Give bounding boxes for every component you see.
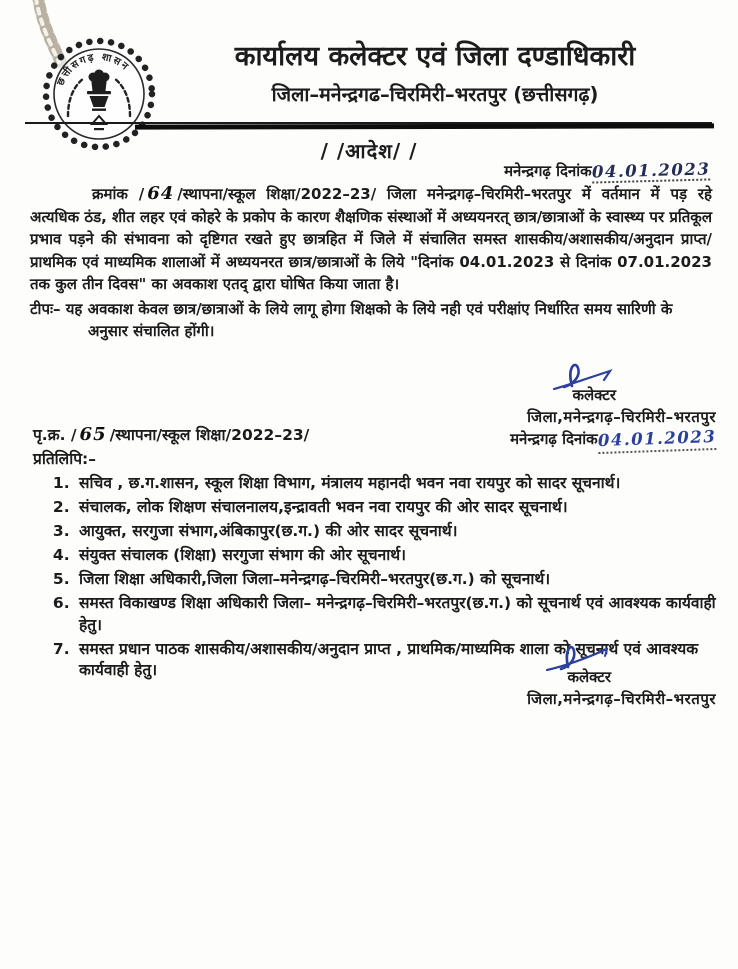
copy-to-label: प्रतिलिपि:– [33,449,96,468]
order-note [30,298,712,343]
signatory-district: जिला,मनेन्द्रगढ़–चिरमिरी–भरतपुर [527,689,716,708]
signatory-district: जिला,मनेन्द्रगढ़–चिरमिरी–भरतपुर [527,407,716,426]
district-line: जिला–मनेन्द्रगढ–चिरमिरी–भरतपुर (छत्तीसगढ़) [271,82,599,106]
order-title: / /आदेश/ / [320,139,418,163]
dateline-top-handwritten-date: 04.01.2023 [591,159,711,182]
signature-block-bottom [521,640,716,709]
copy-to-item: 4. संयुक्त संचालक (शिक्षा) सरगुजा संभाग की ओर सूचनार्थ। [75,545,723,567]
ref-number-handwritten: 64 [147,183,175,204]
signatory-designation: कलेक्टर [572,386,616,404]
copy-to-item: 2. संचालक, लोक शिक्षण संचालनालय,इन्द्रावती भवन नवा रायपुर की ओर सादर सूचनार्थ। [75,497,723,519]
note-label: टीपः– [30,299,61,318]
dateline-top-label: मनेन्द्रगढ़ दिनांक [504,162,592,180]
signature-handwritten-date: 04.01.2023 [597,426,716,453]
header-divider [25,121,714,129]
ref-suffix: /स्थापना/स्कूल शिक्षा/2022–23/ [177,185,377,203]
order-text: जिला मनेन्द्रगढ़–चिरमिरी–भरतपुर में वर्तमान में पड़ रहे अत्यधिक ठंड, शीत लहर एवं कोहरे के प्रकोप के कारण शैक्षणिक संस्थाओं में अध्ययनरत् छात्र/छात्राओं के स्वास्थ्य पर प्रतिकूल प्रभाव पड़ने की संभावना को दृष्टिगत रखते हुए छात्रहित में जिले में संचालित समस्त शासकीय/अशासकीय/अनुदान प्राप्त/ प्राथमिक एवं माध्यमिक शालाओं में अध्ययनरत छात्र/छात्राओं के लिये "दिनांक 04.01.2023 से दिनांक 07.01.2023 तक कुल तीन दिवस" का अवकाश एतद् द्वारा घोषित किया जाता है। [30,185,712,293]
copy-to-item: 5. जिला शिक्षा अधिकारी,जिला जिला–मनेन्द्रगढ़–चिरमिरी–भरतपुर(छ.ग.) को सूचनार्थ। [75,569,723,591]
dateline-top [504,161,710,182]
copy-to-item: 6. समस्त विकाखण्ड शिक्षा अधिकारी जिला– मनेन्द्रगढ़–चिरमिरी–भरतपुर(छ.ग.) को सूचनार्थ एवं आवश्यक कार्यवाही हेतु। [75,593,723,636]
endorse-ref-number-handwritten: 65 [79,424,107,445]
order-paragraph [30,183,712,296]
note-text: यह अवकाश केवल छात्र/छात्राओं के लिये लागू होगा शिक्षको के लिये नही एवं परीक्षांए निर्धारित समय सारिणी के अनुसार संचालित होंगी। [60,299,673,340]
letterhead [150,40,720,107]
copy-to-item: 1. सचिव , छ.ग.शासन, स्कूल शिक्षा विभाग, मंत्रालय महानदी भवन नवा रायपुर को सादर सूचनार्थ। [75,473,723,495]
signature-date-label: मनेन्द्रगढ़ दिनांक [510,429,598,448]
office-title: कार्यालय कलेक्टर एवं जिला दण्डाधिकारी [234,41,636,72]
endorse-ref-suffix: /स्थापना/स्कूल शिक्षा/2022–23/ [109,426,310,444]
endorse-ref-prefix: पृ.क्र. / [33,426,77,444]
copy-to-item: 7. समस्त प्रधान पाठक शासकीय/अशासकीय/अनुदान प्राप्त , प्राथमिक/माध्यमिक शाला को सूचनार्थ एवं आवश्यक कार्यवाही हेतु। [75,639,723,682]
copy-to-item: 3. आयुक्त, सरगुजा संभाग,अंबिकापुर(छ.ग.) की ओर सादर सूचनार्थ। [75,521,723,543]
seal-text: छत्तीसगढ़ शासन [55,51,132,88]
endorsement-ref [33,424,723,447]
order-body [30,183,712,343]
signatory-designation: कलेक्टर [567,668,611,686]
ref-prefix: क्रमांक / [92,185,145,203]
